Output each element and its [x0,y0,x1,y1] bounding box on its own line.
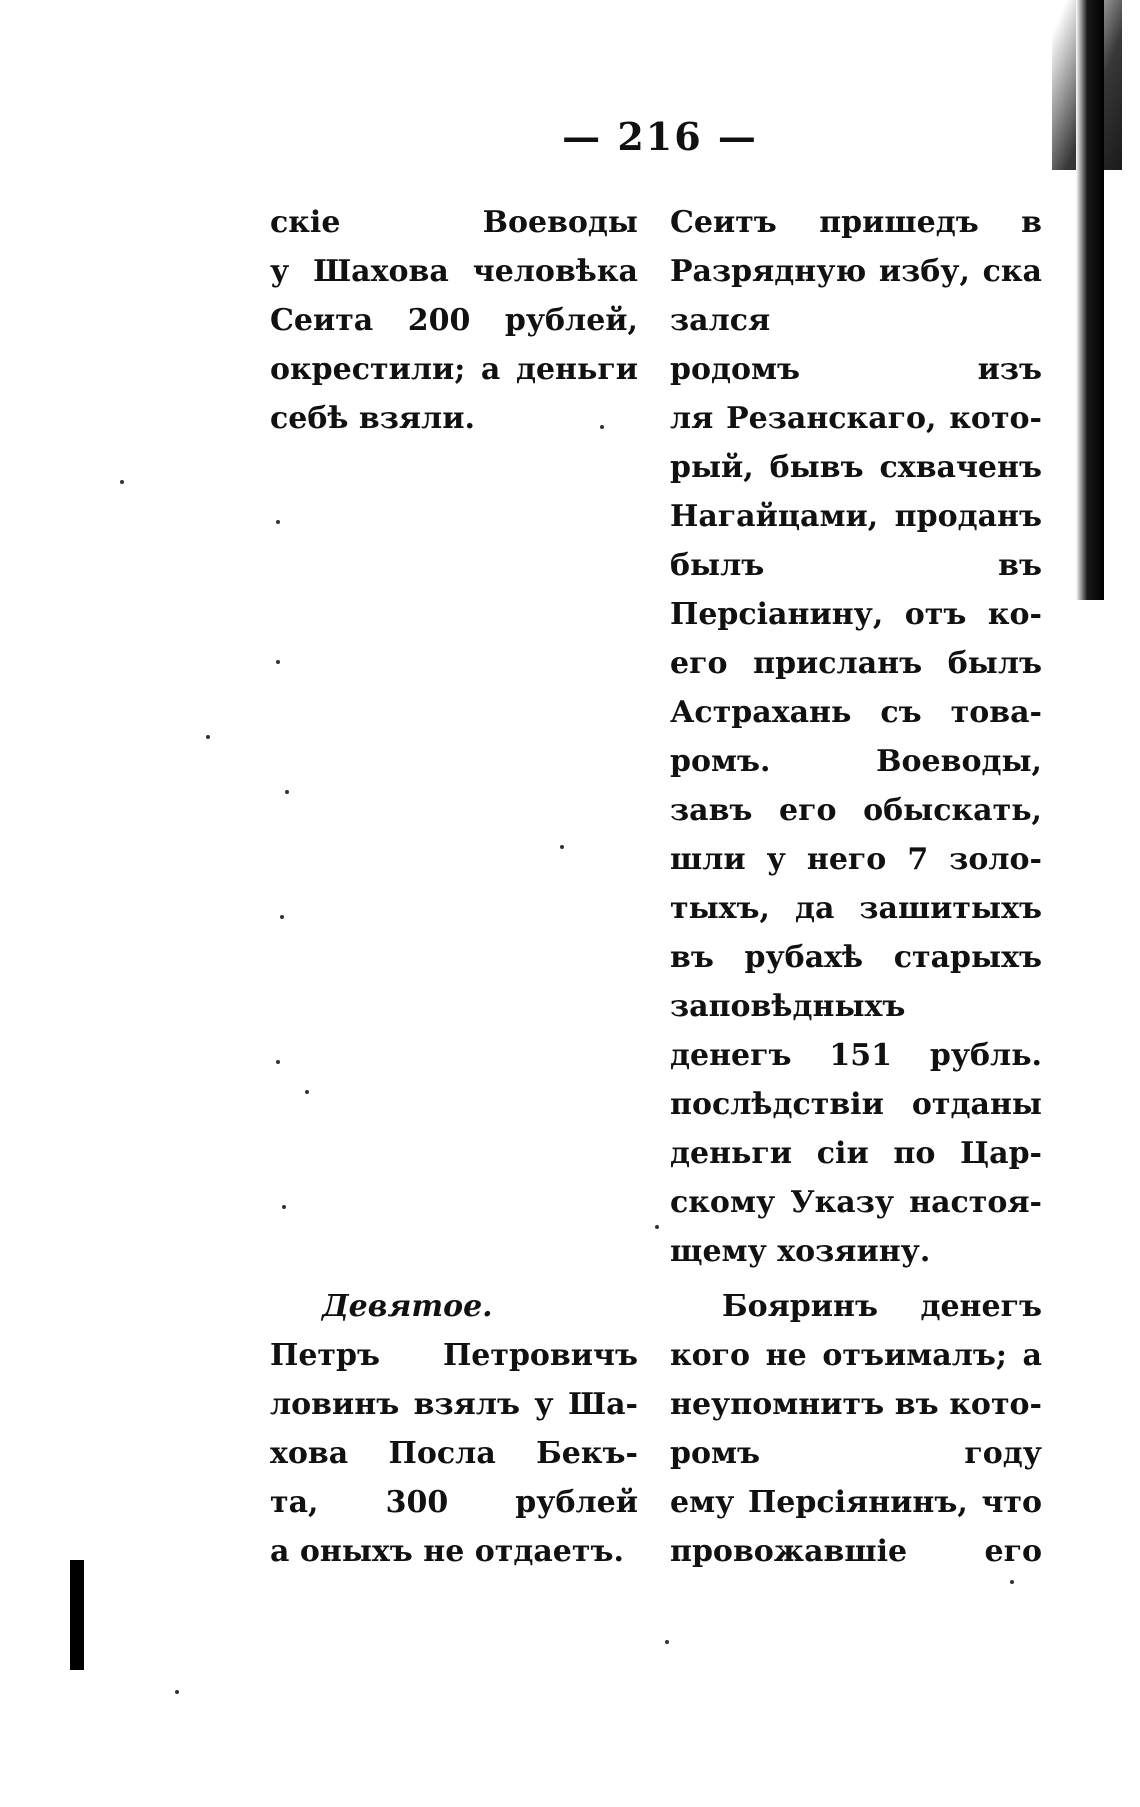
page-number: — 216 — [562,114,758,159]
text-line: провожавшіе его [670,1534,1042,1569]
ink-speck [276,1060,280,1064]
ink-speck [280,915,284,919]
text-line: неупомнитъ въ кото- [670,1387,1042,1422]
ink-speck [276,520,280,524]
ink-speck [1010,1580,1014,1584]
text-line: послѣдствіи отданы [670,1087,1042,1122]
text-line: былъ въ [670,548,1042,583]
page-edge-shadow-right [1076,0,1104,600]
left-column-top-paragraph [270,198,638,443]
ink-speck [655,1225,659,1229]
text-line: заповѣдныхъ [670,989,906,1024]
text-line: шли у него 7 золо- [670,842,1042,877]
ink-speck [120,480,124,484]
text-line: ромъ году [670,1436,1042,1471]
text-line: хова Посла Бекъ- [270,1436,638,1471]
text-line: денегъ 151 рубль. [670,1038,1042,1073]
text-line: завъ его обыскать, [670,793,1042,828]
text-line: скіе Воеводы [270,205,638,240]
ink-speck [665,1640,669,1644]
text-line: родомъ изъ [670,352,1042,387]
text-line: тыхъ, да зашитыхъ [670,891,1042,926]
text-line: зался [670,303,771,338]
text-line: Сеита 200 рублей, [270,303,638,338]
text-line: ромъ. Воеводы, [670,744,1042,779]
text-line: Персіанину, отъ ко- [670,597,1042,632]
text-line: деньги сіи по Цар- [670,1136,1042,1171]
text-line: а оныхъ не отдаетъ. [270,1534,624,1569]
ink-speck [282,1205,286,1209]
text-line: окрестили; а деньги [270,352,638,387]
text-line: Разрядную избу, ска [670,254,1042,289]
ink-speck [305,1090,309,1094]
text-line: рый, бывъ схваченъ [670,450,1042,485]
ink-speck [285,790,289,794]
text-line: себѣ взяли. [270,401,475,436]
text-line [270,1282,638,1331]
text-line: скому Указу настоя- [670,1185,1042,1220]
ink-speck [206,735,210,739]
text-line: его присланъ былъ [670,646,1042,681]
right-column-top-paragraph [670,198,1042,1276]
right-column-bottom-paragraph [670,1282,1042,1576]
ink-speck [276,660,280,664]
text-line: Сеитъ пришедъ в [670,205,1042,240]
page-edge-mark-left [70,1560,84,1670]
text-line: кого не отъималъ; а [670,1338,1042,1373]
section-lead: Девятое. [322,1289,493,1324]
text-line: въ рубахѣ старыхъ [670,940,1042,975]
text-line: ля Резанскаго, кото- [670,401,1042,436]
text-line: Петръ Петровичъ [270,1338,638,1373]
text-line: ему Персіянинъ, что [670,1485,1042,1520]
text-line: Бояринъ денегъ [722,1289,1042,1324]
text-line: у Шахова человѣка [270,254,638,289]
text-line: щему хозяину. [670,1234,931,1269]
ink-speck [175,1690,179,1694]
text-line: Астрахань съ това- [670,695,1042,730]
text-line: ловинъ взялъ у Ша- [270,1387,638,1422]
left-column-bottom-paragraph [270,1282,638,1576]
ink-speck [560,845,564,849]
text-line: та, 300 рублей [270,1485,638,1520]
text-line: Нагайцами, проданъ [670,499,1042,534]
